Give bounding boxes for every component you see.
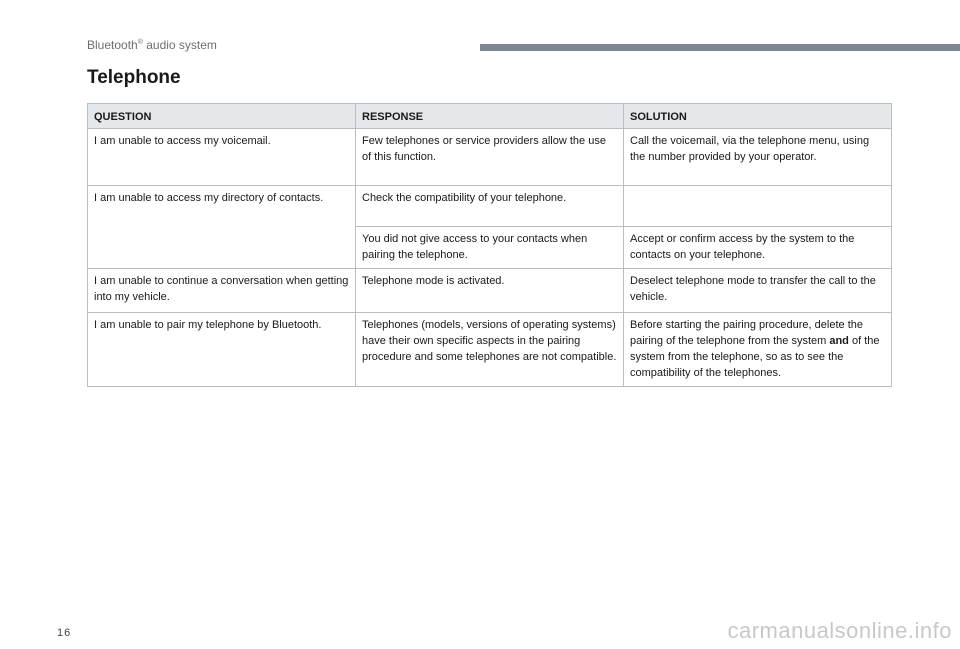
solution-cell xyxy=(624,186,892,227)
solution-cell: Deselect telephone mode to transfer the call to the vehicle. xyxy=(624,269,892,313)
page-number: 16 xyxy=(57,627,72,639)
table-row xyxy=(88,269,892,313)
section-name-suffix: audio system xyxy=(142,38,217,52)
solution-cell: Accept or confirm access by the system to the contacts on your telephone. xyxy=(624,227,892,269)
question-cell: I am unable to access my directory of contacts. xyxy=(88,186,356,269)
table-row xyxy=(88,313,892,387)
question-cell: I am unable to pair my telephone by Bluetooth. xyxy=(88,313,356,387)
solution-cell xyxy=(624,313,892,387)
solution-cell: Call the voicemail, via the telephone menu, using the number provided by your operator. xyxy=(624,129,892,186)
solution-bold-word: and xyxy=(829,335,849,347)
response-cell: Telephones (models, versions of operating systems) have their own specific aspects in the pairing procedure and some telephones are not compatible. xyxy=(356,313,624,387)
faq-table xyxy=(87,103,892,387)
table-row xyxy=(88,129,892,186)
header-bar xyxy=(480,44,960,51)
column-header-solution: SOLUTION xyxy=(624,104,892,129)
section-name: Bluetooth xyxy=(87,38,138,52)
solution-text-part1: Before starting the pairing procedure, delete the pairing of the telephone from the system xyxy=(630,319,863,347)
page-title: Telephone xyxy=(87,67,181,88)
response-cell: You did not give access to your contacts when pairing the telephone. xyxy=(356,227,624,269)
question-cell: I am unable to access my voicemail. xyxy=(88,129,356,186)
response-cell: Few telephones or service providers allow the use of this function. xyxy=(356,129,624,186)
section-header xyxy=(87,38,217,52)
watermark-link[interactable]: carmanualsonline.info xyxy=(727,618,952,643)
solution-text-part2: of the system from the telephone, so as to see the compatibility of the telephones. xyxy=(630,335,880,379)
column-header-response: RESPONSE xyxy=(356,104,624,129)
table-header-row xyxy=(88,104,892,129)
response-cell: Check the compatibility of your telephone. xyxy=(356,186,624,227)
table-row xyxy=(88,186,892,227)
question-cell: I am unable to continue a conversation when getting into my vehicle. xyxy=(88,269,356,313)
registered-mark: ® xyxy=(137,39,143,46)
response-cell: Telephone mode is activated. xyxy=(356,269,624,313)
column-header-question: QUESTION xyxy=(88,104,356,129)
